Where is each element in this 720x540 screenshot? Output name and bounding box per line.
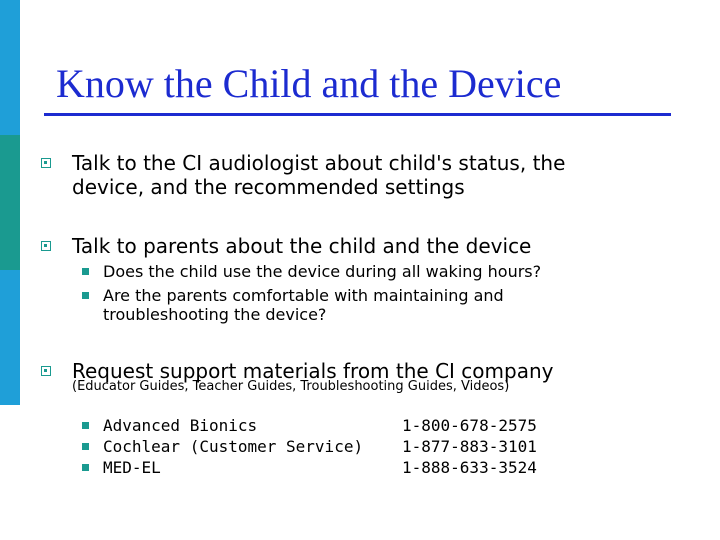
sub-bullet-marker [82,422,89,429]
bullet-1-line-2: device, and the recommended settings [72,175,465,199]
bullet-1-line-1: Talk to the CI audiologist about child's status, the [72,151,566,175]
sub-bullet-2-line-1: Are the parents comfortable with maintaining and [103,286,504,305]
contact-name: Cochlear (Customer Service) [103,437,364,456]
bullet-3-line-1: Request support materials from the CI company [72,359,554,383]
sub-bullet-marker [82,292,89,299]
contact-phone: 1-888-633-3524 [402,458,537,477]
sidebar-band-blue-top [0,0,20,135]
support-materials-note: (Educator Guides, Teacher Guides, Troubleshooting Guides, Videos) [72,379,510,394]
bullet-marker [41,366,51,376]
sub-bullet-2-line-2: troubleshooting the device? [103,305,327,324]
sub-bullet-marker [82,268,89,275]
bullet-marker [41,158,51,168]
contact-phone: 1-877-883-3101 [402,437,537,456]
sub-bullet-marker [82,464,89,471]
contact-phone: 1-800-678-2575 [402,416,537,435]
contact-name: Advanced Bionics [103,416,258,435]
slide-title: Know the Child and the Device [56,61,562,106]
sidebar-band-white [0,405,20,540]
bullet-2-line-1: Talk to parents about the child and the device [72,234,532,258]
contact-name: MED-EL [103,458,161,477]
sub-bullet-1: Does the child use the device during all waking hours? [103,262,542,281]
title-underline [44,113,671,116]
sidebar-band-blue [0,270,20,405]
sidebar-band-teal [0,135,20,270]
bullet-marker [41,241,51,251]
sub-bullet-marker [82,443,89,450]
sidebar-color-bands [0,0,20,540]
